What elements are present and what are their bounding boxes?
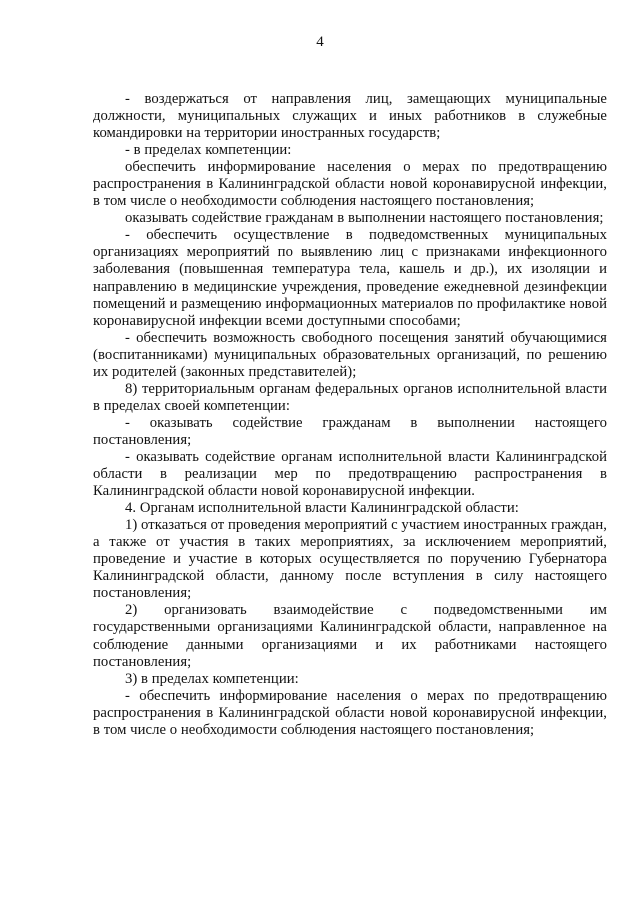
paragraph-section-4-heading: 4. Органам исполнительной власти Калининградской области: <box>125 500 519 517</box>
paragraph-identify-symptoms: - обеспечить осуществление в подведомственных муниципальных организациях мероприятий по выявлению лиц с признаками инфекционного заболевания (повышенная температура тела, кашель и др.), их изоляции и направлению в медицинские учреждения, проведение ежедневной дезинфекции помещений и размещению информационных материалов по профилактике новой коронавирусной инфекции всеми доступными способами; <box>93 227 607 329</box>
paragraph-item-2-interaction: 2) организовать взаимодействие с подведомственными им государственными организациями Калининградской области, направленное на соблюдение данными организациями и их работниками настоящего постановления; <box>93 602 607 670</box>
paragraph-within-competence: - в пределах компетенции: <box>125 142 292 159</box>
paragraph-item-8-federal-bodies: 8) территориальным органам федеральных органов исполнительной власти в пределах своей компетенции: <box>93 380 607 414</box>
paragraph-assist-citizens: оказывать содействие гражданам в выполнении настоящего постановления; <box>125 210 604 227</box>
paragraph-assist-citizens-federal: - оказывать содействие гражданам в выполнении настоящего постановления; <box>93 414 607 448</box>
paragraph-refrain-business-trips: - воздержаться от направления лиц, замещающих муниципальные должности, муниципальных служащих и иных работников в служебные командировки на территории иностранных государств; <box>93 91 607 142</box>
paragraph-inform-population-regional: - обеспечить информирование населения о мерах по предотвращению распространения в Калининградской области новой коронавирусной инфекции, в том числе о необходимости соблюдения настоящего постановления; <box>93 687 607 738</box>
paragraph-item-1-foreign-events: 1) отказаться от проведения мероприятий с участием иностранных граждан, а также от участия в таких мероприятиях, за исключением мероприятий, проведение и участие в которых осуществляется по поручению Губернатора Калининградской области, данному после вступления в силу настоящего постановления; <box>93 517 607 602</box>
paragraph-item-3-competence: 3) в пределах компетенции: <box>125 670 299 687</box>
paragraph-free-attendance: - обеспечить возможность свободного посещения занятий обучающимися (воспитанниками) муниципальных образовательных организаций, по решению их родителей (законных представителей); <box>93 329 607 380</box>
paragraph-inform-population: обеспечить информирование населения о мерах по предотвращению распространения в Калининградской области новой коронавирусной инфекции, в том числе о необходимости соблюдения настоящего постановления; <box>93 159 607 210</box>
page-number: 4 <box>316 34 324 50</box>
paragraph-assist-executive-bodies: - оказывать содействие органам исполнительной власти Калининградской области в реализации мер по предотвращению распространения в Калининградской области новой коронавирусной инфекции. <box>93 448 607 500</box>
document-body <box>93 91 607 739</box>
